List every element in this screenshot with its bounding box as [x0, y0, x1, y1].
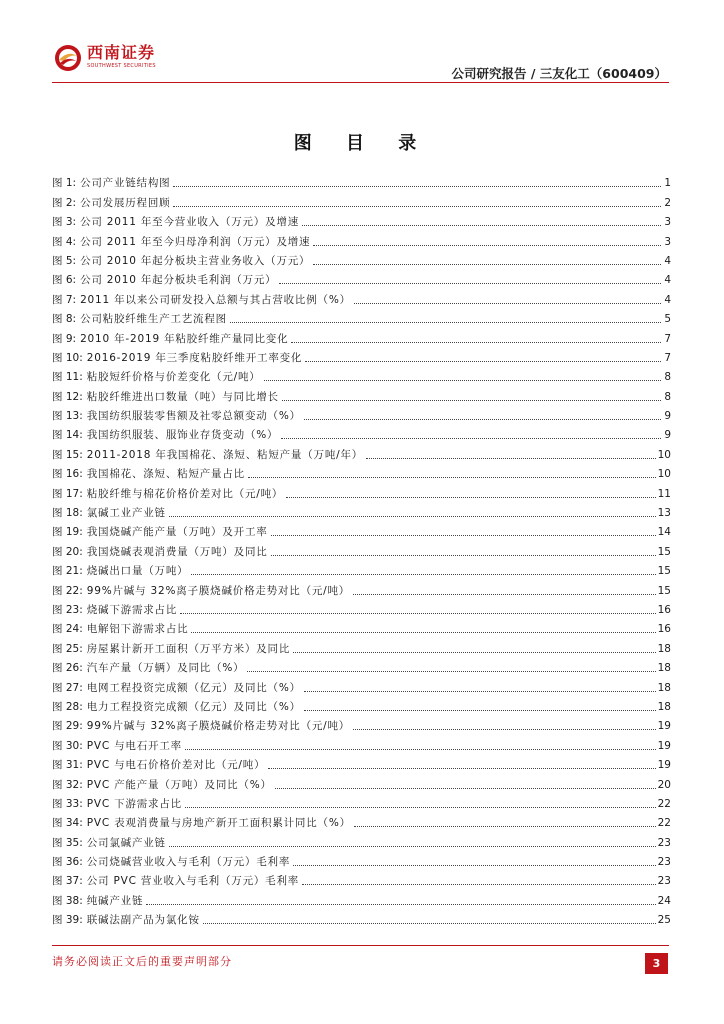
toc-entry-page: 19: [657, 759, 671, 772]
toc-entry-label: 图 16:: [52, 468, 83, 481]
toc-entry-page: 8: [664, 390, 671, 403]
toc-entry-label: 图 6:: [52, 274, 77, 287]
toc-entry-label: 图 27:: [52, 681, 83, 694]
toc-entry-page: 4: [664, 274, 671, 287]
toc-entry-label: 图 37:: [52, 875, 83, 888]
toc-entry[interactable]: [52, 617, 671, 636]
toc-entry-label: 图 34:: [52, 817, 83, 830]
toc-entry-title: 公司发展历程回顾: [80, 196, 171, 209]
toc-entry[interactable]: [52, 501, 671, 520]
toc-entry-label: 图 28:: [52, 700, 83, 713]
toc-entry-title: 99%片碱与 32%离子膜烧碱价格走势对比（元/吨）: [86, 584, 351, 597]
toc-entry[interactable]: [52, 384, 671, 403]
toc-entry-page: 23: [657, 856, 671, 869]
toc-entry[interactable]: [52, 559, 671, 578]
toc-entry[interactable]: [52, 636, 671, 655]
toc-entry[interactable]: [52, 171, 671, 190]
toc-dot-leader: [281, 437, 661, 439]
toc-dot-leader: [248, 476, 656, 478]
toc-entry-title: 我国纺织服装零售额及社零总额变动（%）: [86, 410, 301, 423]
toc-entry-title: 汽车产量（万辆）及同比（%）: [86, 662, 245, 675]
toc-entry-page: 18: [657, 700, 671, 713]
toc-entry-title: 粘胶短纤价格与价差变化（元/吨）: [86, 371, 261, 384]
page-title: 图 目 录: [293, 133, 431, 154]
toc-dot-leader: [302, 224, 661, 226]
toc-dot-leader: [366, 457, 656, 459]
toc-entry-page: 4: [664, 254, 671, 267]
toc-entry-label: 图 24:: [52, 623, 83, 636]
toc-entry-label: 图 3:: [52, 216, 77, 229]
toc-entry[interactable]: [52, 229, 671, 248]
toc-entry-label: 图 14:: [52, 429, 83, 442]
toc-dot-leader: [180, 612, 655, 614]
toc-entry-page: 9: [664, 429, 671, 442]
toc-dot-leader: [169, 515, 656, 517]
toc-entry-title: 2010 年-2019 年粘胶纤维产量同比变化: [80, 332, 289, 345]
toc-dot-leader: [191, 573, 655, 575]
toc-entry[interactable]: [52, 598, 671, 617]
toc-entry-title: 公司 2010 年起分板块主营业务收入（万元）: [80, 254, 311, 267]
toc-entry-title: 电解铝下游需求占比: [86, 623, 189, 636]
toc-entry-page: 22: [657, 797, 671, 810]
toc-entry-page: 3: [664, 216, 671, 229]
toc-entry[interactable]: [52, 772, 671, 791]
toc-dot-leader: [279, 282, 661, 284]
toc-entry-label: 图 9:: [52, 332, 77, 345]
toc-entry-label: 图 17:: [52, 487, 83, 500]
toc-dot-leader: [268, 767, 655, 769]
toc-entry-title: 电网工程投资完成额（亿元）及同比（%）: [86, 681, 301, 694]
toc-dot-leader: [313, 263, 661, 265]
toc-entry[interactable]: [52, 888, 671, 907]
toc-entry-page: 24: [657, 894, 671, 907]
toc-entry-page: 11: [657, 487, 671, 500]
toc-dot-leader: [230, 321, 661, 323]
toc-entry[interactable]: [52, 714, 671, 733]
toc-entry[interactable]: [52, 404, 671, 423]
toc-dot-leader: [185, 806, 656, 808]
toc-entry-label: 图 18:: [52, 507, 83, 520]
toc-entry-title: 粘胶纤维与棉花价格价差对比（元/吨）: [86, 487, 284, 500]
toc-entry[interactable]: [52, 346, 671, 365]
toc-dot-leader: [353, 728, 656, 730]
toc-entry-label: 图 10:: [52, 351, 83, 364]
toc-dot-leader: [293, 864, 655, 866]
toc-entry-title: 联碱法副产品为氯化铵: [86, 914, 200, 927]
toc-entry[interactable]: [52, 656, 671, 675]
report-title: 公司研究报告 / 三友化工（600409）: [451, 66, 667, 81]
toc-entry-title: PVC 下游需求占比: [86, 797, 182, 810]
toc-dot-leader: [305, 360, 661, 362]
toc-entry[interactable]: [52, 811, 671, 830]
toc-entry-label: 图 36:: [52, 856, 83, 869]
toc-entry-title: 2011-2018 年我国棉花、涤短、粘短产量（万吨/年）: [86, 448, 364, 461]
toc-entry-page: 15: [657, 584, 671, 597]
toc-dot-leader: [304, 418, 661, 420]
toc-entry-label: 图 32:: [52, 778, 83, 791]
toc-entry-title: 公司粘胶纤维生产工艺流程图: [80, 313, 227, 326]
toc-entry-page: 14: [657, 526, 671, 539]
toc-entry-title: 公司 2010 年起分板块毛利润（万元）: [80, 274, 277, 287]
toc-entry-label: 图 23:: [52, 603, 83, 616]
toc-dot-leader: [173, 185, 661, 187]
toc-entry[interactable]: [52, 792, 671, 811]
toc-entry-label: 图 25:: [52, 642, 83, 655]
toc-entry-label: 图 2:: [52, 196, 77, 209]
toc-entry-page: 19: [657, 720, 671, 733]
toc-entry[interactable]: [52, 733, 671, 752]
toc-entry-label: 图 26:: [52, 662, 83, 675]
toc-dot-leader: [304, 690, 656, 692]
toc-dot-leader: [271, 554, 656, 556]
toc-entry-title: 2016-2019 年三季度粘胶纤维开工率变化: [86, 351, 303, 364]
toc-entry-title: PVC 与电石价格价差对比（元/吨）: [86, 759, 266, 772]
footer-divider: [52, 945, 669, 946]
toc-dot-leader: [275, 787, 656, 789]
toc-entry-page: 9: [664, 410, 671, 423]
toc-dot-leader: [173, 205, 661, 207]
toc-entry-page: 18: [657, 662, 671, 675]
toc-entry-page: 23: [657, 836, 671, 849]
toc-dot-leader: [247, 670, 655, 672]
toc-entry-page: 16: [657, 603, 671, 616]
toc-entry[interactable]: [52, 850, 671, 869]
toc-entry-label: 图 5:: [52, 254, 77, 267]
toc-dot-leader: [293, 651, 655, 653]
toc-entry-title: 电力工程投资完成额（亿元）及同比（%）: [86, 700, 301, 713]
toc-entry-page: 23: [657, 875, 671, 888]
toc-entry-title: 公司产业链结构图: [80, 177, 171, 190]
toc-entry-title: 我国棉花、涤短、粘短产量占比: [86, 468, 245, 481]
toc-dot-leader: [354, 825, 656, 827]
header-divider: [52, 82, 669, 83]
toc-entry[interactable]: [52, 190, 671, 209]
toc-entry-title: 2011 年以来公司研发投入总额与其占营收比例（%）: [80, 293, 351, 306]
toc-entry-label: 图 13:: [52, 410, 83, 423]
toc-entry-label: 图 31:: [52, 759, 83, 772]
toc-entry[interactable]: [52, 695, 671, 714]
toc-entry-page: 7: [664, 332, 671, 345]
toc-entry-page: 13: [657, 507, 671, 520]
toc-entry[interactable]: [52, 539, 671, 558]
toc-entry-label: 图 4:: [52, 235, 77, 248]
toc-entry-label: 图 33:: [52, 797, 83, 810]
toc-entry-title: 公司 2011 年至今归母净利润（万元）及增速: [80, 235, 311, 248]
toc-entry-title: 公司 PVC 营业收入与毛利（万元）毛利率: [86, 875, 300, 888]
toc-entry-title: PVC 与电石开工率: [86, 739, 182, 752]
toc-entry-label: 图 39:: [52, 914, 83, 927]
toc-entry-page: 4: [664, 293, 671, 306]
toc-dot-leader: [354, 302, 661, 304]
toc-entry-page: 3: [664, 235, 671, 248]
toc-entry[interactable]: [52, 268, 671, 287]
toc-dot-leader: [353, 593, 656, 595]
toc-entry-title: 公司烧碱营业收入与毛利（万元）毛利率: [86, 856, 291, 869]
toc-entry-label: 图 20:: [52, 545, 83, 558]
toc-entry-label: 图 8:: [52, 313, 77, 326]
toc-entry-title: 我国纺织服装、服饰业存货变动（%）: [86, 429, 279, 442]
toc-dot-leader: [271, 534, 656, 536]
toc-entry-title: PVC 表观消费量与房地产新开工面积累计同比（%）: [86, 817, 351, 830]
toc-dot-leader: [191, 631, 655, 633]
toc-entry-title: 烧碱下游需求占比: [86, 603, 178, 616]
toc-entry-label: 图 12:: [52, 390, 83, 403]
toc-dot-leader: [282, 399, 661, 401]
toc-entry-label: 图 38:: [52, 894, 83, 907]
toc-entry-page: 15: [657, 565, 671, 578]
company-logo: [54, 44, 156, 72]
toc-entry-label: 图 7:: [52, 293, 77, 306]
toc-entry-label: 图 19:: [52, 526, 83, 539]
toc-entry[interactable]: [52, 462, 671, 481]
toc-entry-title: 公司 2011 年至今营业收入（万元）及增速: [80, 216, 300, 229]
page-header: [0, 0, 724, 84]
toc-entry[interactable]: [52, 210, 671, 229]
logo-chinese-name: 西南证券: [87, 43, 156, 62]
logo-english-name: SOUTHWEST SECURITIES: [87, 63, 156, 69]
toc-entry-page: 5: [664, 313, 671, 326]
toc-entry-page: 20: [657, 778, 671, 791]
toc-entry-title: 烧碱出口量（万吨）: [86, 565, 189, 578]
toc-entry[interactable]: [52, 578, 671, 597]
toc-entry-page: 25: [657, 914, 671, 927]
toc-dot-leader: [304, 709, 656, 711]
toc-entry-page: 8: [664, 371, 671, 384]
toc-entry-label: 图 30:: [52, 739, 83, 752]
toc-entry-page: 1: [664, 177, 671, 190]
toc-entry-title: 纯碱产业链: [86, 894, 144, 907]
footer-disclaimer: 请务必阅读正文后的重要声明部分: [52, 955, 232, 968]
toc-dot-leader: [185, 748, 656, 750]
toc-dot-leader: [203, 922, 656, 924]
toc-entry-page: 10: [657, 448, 671, 461]
toc-entry-page: 15: [657, 545, 671, 558]
toc-entry-page: 18: [657, 681, 671, 694]
toc-entry-page: 18: [657, 642, 671, 655]
toc-entry-title: 房屋累计新开工面积（万平方米）及同比: [86, 642, 291, 655]
toc-entry-title: 99%片碱与 32%离子膜烧碱价格走势对比（元/吨）: [86, 720, 351, 733]
toc-entry-title: 我国烧碱表观消费量（万吨）及同比: [86, 545, 268, 558]
toc-dot-leader: [302, 883, 656, 885]
toc-dot-leader: [169, 845, 656, 847]
toc-entry-label: 图 1:: [52, 177, 77, 190]
toc-entry[interactable]: [52, 326, 671, 345]
toc-entry-label: 图 22:: [52, 584, 83, 597]
toc-entry-title: 我国烧碱产能产量（万吨）及开工率: [86, 526, 268, 539]
toc-entry-label: 图 21:: [52, 565, 83, 578]
toc-entry-label: 图 15:: [52, 448, 83, 461]
toc-entry-page: 7: [664, 351, 671, 364]
toc-dot-leader: [313, 244, 661, 246]
toc-entry-title: PVC 产能产量（万吨）及同比（%）: [86, 778, 272, 791]
page-number-badge: 3: [645, 953, 668, 974]
toc-entry[interactable]: [52, 520, 671, 539]
toc-entry-page: 16: [657, 623, 671, 636]
toc-entry-page: 22: [657, 817, 671, 830]
toc-dot-leader: [264, 379, 661, 381]
toc-entry[interactable]: [52, 908, 671, 927]
figure-table-of-contents: [52, 171, 671, 927]
toc-entry-page: 2: [664, 196, 671, 209]
toc-entry[interactable]: [52, 307, 671, 326]
toc-entry[interactable]: [52, 675, 671, 694]
toc-entry[interactable]: [52, 365, 671, 384]
toc-dot-leader: [286, 496, 655, 498]
toc-entry-label: 图 29:: [52, 720, 83, 733]
toc-entry[interactable]: [52, 869, 671, 888]
toc-entry[interactable]: [52, 830, 671, 849]
toc-entry[interactable]: [52, 753, 671, 772]
toc-entry-title: 氯碱工业产业链: [86, 507, 166, 520]
toc-entry-label: 图 35:: [52, 836, 83, 849]
toc-entry-label: 图 11:: [52, 371, 83, 384]
toc-entry-title: 粘胶纤维进出口数量（吨）与同比增长: [86, 390, 279, 403]
toc-dot-leader: [291, 341, 661, 343]
toc-entry[interactable]: [52, 249, 671, 268]
toc-entry[interactable]: [52, 423, 671, 442]
toc-dot-leader: [146, 903, 655, 905]
toc-entry-title: 公司氯碱产业链: [86, 836, 166, 849]
toc-entry[interactable]: [52, 442, 671, 461]
toc-entry[interactable]: [52, 287, 671, 306]
toc-entry-page: 19: [657, 739, 671, 752]
logo-mark-icon: [54, 44, 82, 72]
toc-entry-page: 10: [657, 468, 671, 481]
toc-entry[interactable]: [52, 481, 671, 500]
